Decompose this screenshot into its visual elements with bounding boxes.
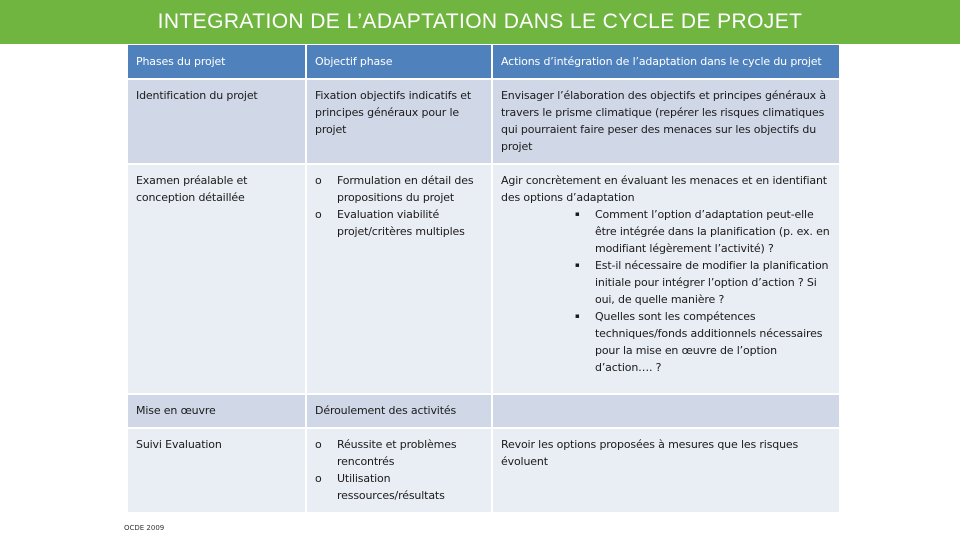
slide-title: INTEGRATION DE L’ADAPTATION DANS LE CYCLE DE PROJET	[157, 10, 803, 33]
actions-list	[573, 206, 832, 376]
list-item: o Evaluation viabilité projet/critères multiples	[315, 208, 465, 238]
table-row	[128, 428, 840, 513]
circle-bullet-icon: o	[315, 472, 322, 485]
circle-bullet-icon: o	[315, 174, 322, 187]
header-cell-objective: Objectif phase	[306, 45, 492, 79]
actions-cell: Envisager l’élaboration des objectifs et principes généraux à travers le prisme climatique (repérer les risques climatiques qui pourraient faire peser des menaces sur les objectifs du projet	[492, 79, 840, 164]
list-item: ▪ Quelles sont les compétences techniques/fonds additionnels nécessaires pour la mise en œuvre de l’option d’action…. ?	[575, 310, 823, 374]
square-bullet-icon: ▪	[575, 261, 580, 269]
list-item: o Réussite et problèmes rencontrés	[315, 438, 457, 468]
table-row	[128, 164, 840, 394]
table-header-row	[128, 45, 840, 79]
circle-bullet-icon: o	[315, 208, 322, 221]
phase-cell: Examen préalable et conception détaillée	[128, 164, 306, 394]
list-item: o Utilisation ressources/résultats	[315, 472, 445, 502]
objective-list	[315, 436, 484, 504]
circle-bullet-icon: o	[315, 438, 322, 451]
actions-cell	[492, 394, 840, 428]
square-bullet-icon: ▪	[575, 312, 580, 320]
table-row	[128, 394, 840, 428]
actions-intro: Agir concrètement en évaluant les menaces et en identifiant des options d’adaptation	[501, 174, 827, 204]
objective-cell	[306, 428, 492, 513]
actions-cell: Revoir les options proposées à mesures que les risques évoluent	[492, 428, 840, 513]
objective-list	[315, 172, 484, 240]
header-cell-phase: Phases du projet	[128, 45, 306, 79]
phase-cell: Suivi Evaluation	[128, 428, 306, 513]
list-item: o Formulation en détail des propositions du projet	[315, 174, 474, 204]
adaptation-table	[128, 45, 841, 514]
phase-cell: Identification du projet	[128, 79, 306, 164]
objective-cell: Déroulement des activités	[306, 394, 492, 428]
objective-cell: Fixation objectifs indicatifs et principes généraux pour le projet	[306, 79, 492, 164]
objective-cell	[306, 164, 492, 394]
list-item: ▪ Comment l’option d’adaptation peut-elle être intégrée dans la planification (p. ex. en modifiant légèrement l’activité) ?	[575, 208, 830, 255]
title-bar	[0, 0, 960, 44]
phase-cell: Mise en œuvre	[128, 394, 306, 428]
square-bullet-icon: ▪	[575, 210, 580, 218]
actions-cell	[492, 164, 840, 394]
header-cell-actions: Actions d’intégration de l’adaptation dans le cycle du projet	[492, 45, 840, 79]
source-note: OCDE 2009	[124, 524, 165, 532]
list-item: ▪ Est-il nécessaire de modifier la planification initiale pour intégrer l’option d’action ? Si oui, de quelle manière ?	[575, 259, 829, 306]
table-row	[128, 79, 840, 164]
